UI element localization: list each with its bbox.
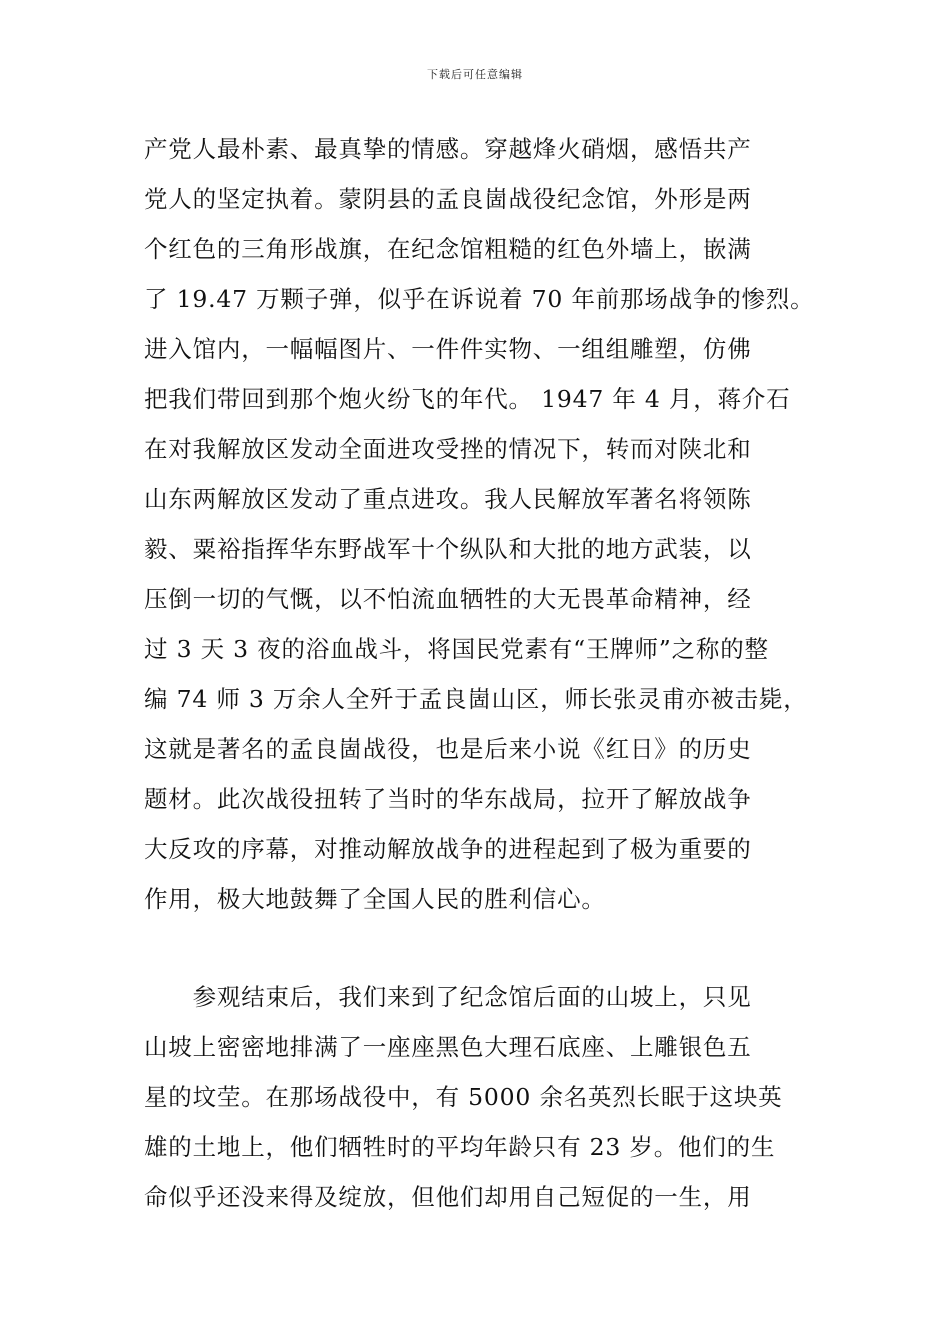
text-line: 毅、粟裕指挥华东野战军十个纵队和大批的地方武装，以 — [144, 535, 752, 563]
text-line: 党人的坚定执着。蒙阴县的孟良崮战役纪念馆，外形是两 — [144, 185, 752, 213]
text-line: 题材。此次战役扭转了当时的华东战局，拉开了解放战争 — [144, 785, 752, 813]
text-line: 参观结束后，我们来到了纪念馆后面的山坡上，只见 — [144, 983, 752, 1011]
text-line: 山东两解放区发动了重点进攻。我人民解放军著名将领陈 — [144, 485, 752, 513]
text-line: 在对我解放区发动全面进攻受挫的情况下，转而对陕北和 — [144, 435, 752, 463]
text-line: 压倒一切的气慨，以不怕流血牺牲的大无畏革命精神，经 — [144, 585, 752, 613]
paragraph-1 — [144, 124, 814, 924]
paragraph-2 — [144, 972, 814, 1222]
text-line: 星的坟茔。在那场战役中，有 5000 余名英烈长眠于这块英 — [144, 1083, 783, 1111]
text-line: 编 74 师 3 万余人全歼于孟良崮山区，师长张灵甫亦被击毙， — [144, 685, 808, 713]
text-line: 这就是著名的孟良崮战役，也是后来小说《红日》的历史 — [144, 735, 752, 763]
text-line: 大反攻的序幕，对推动解放战争的进程起到了极为重要的 — [144, 835, 752, 863]
text-line: 命似乎还没来得及绽放，但他们却用自己短促的一生，用 — [144, 1183, 752, 1211]
text-line: 作用，极大地鼓舞了全国人民的胜利信心。 — [144, 885, 606, 913]
text-line: 雄的土地上，他们牺牲时的平均年龄只有 23 岁。他们的生 — [144, 1133, 776, 1161]
text-line: 了 19.47 万颗子弹，似乎在诉说着 70 年前那场战争的惨烈。 — [144, 285, 815, 313]
text-line: 过 3 天 3 夜的浴血战斗，将国民党素有“王牌师”之称的整 — [144, 635, 769, 663]
text-line: 把我们带回到那个炮火纷飞的年代。 1947 年 4 月，蒋介石 — [144, 385, 791, 413]
text-line: 山坡上密密地排满了一座座黑色大理石底座、上雕银色五 — [144, 1033, 752, 1061]
text-line: 个红色的三角形战旗，在纪念馆粗糙的红色外墙上，嵌满 — [144, 235, 752, 263]
text-line: 产党人最朴素、最真挚的情感。穿越烽火硝烟，感悟共产 — [144, 135, 752, 163]
text-line: 进入馆内，一幅幅图片、一件件实物、一组组雕塑，仿佛 — [144, 335, 752, 363]
page-header: 下载后可任意编辑 — [427, 68, 523, 81]
